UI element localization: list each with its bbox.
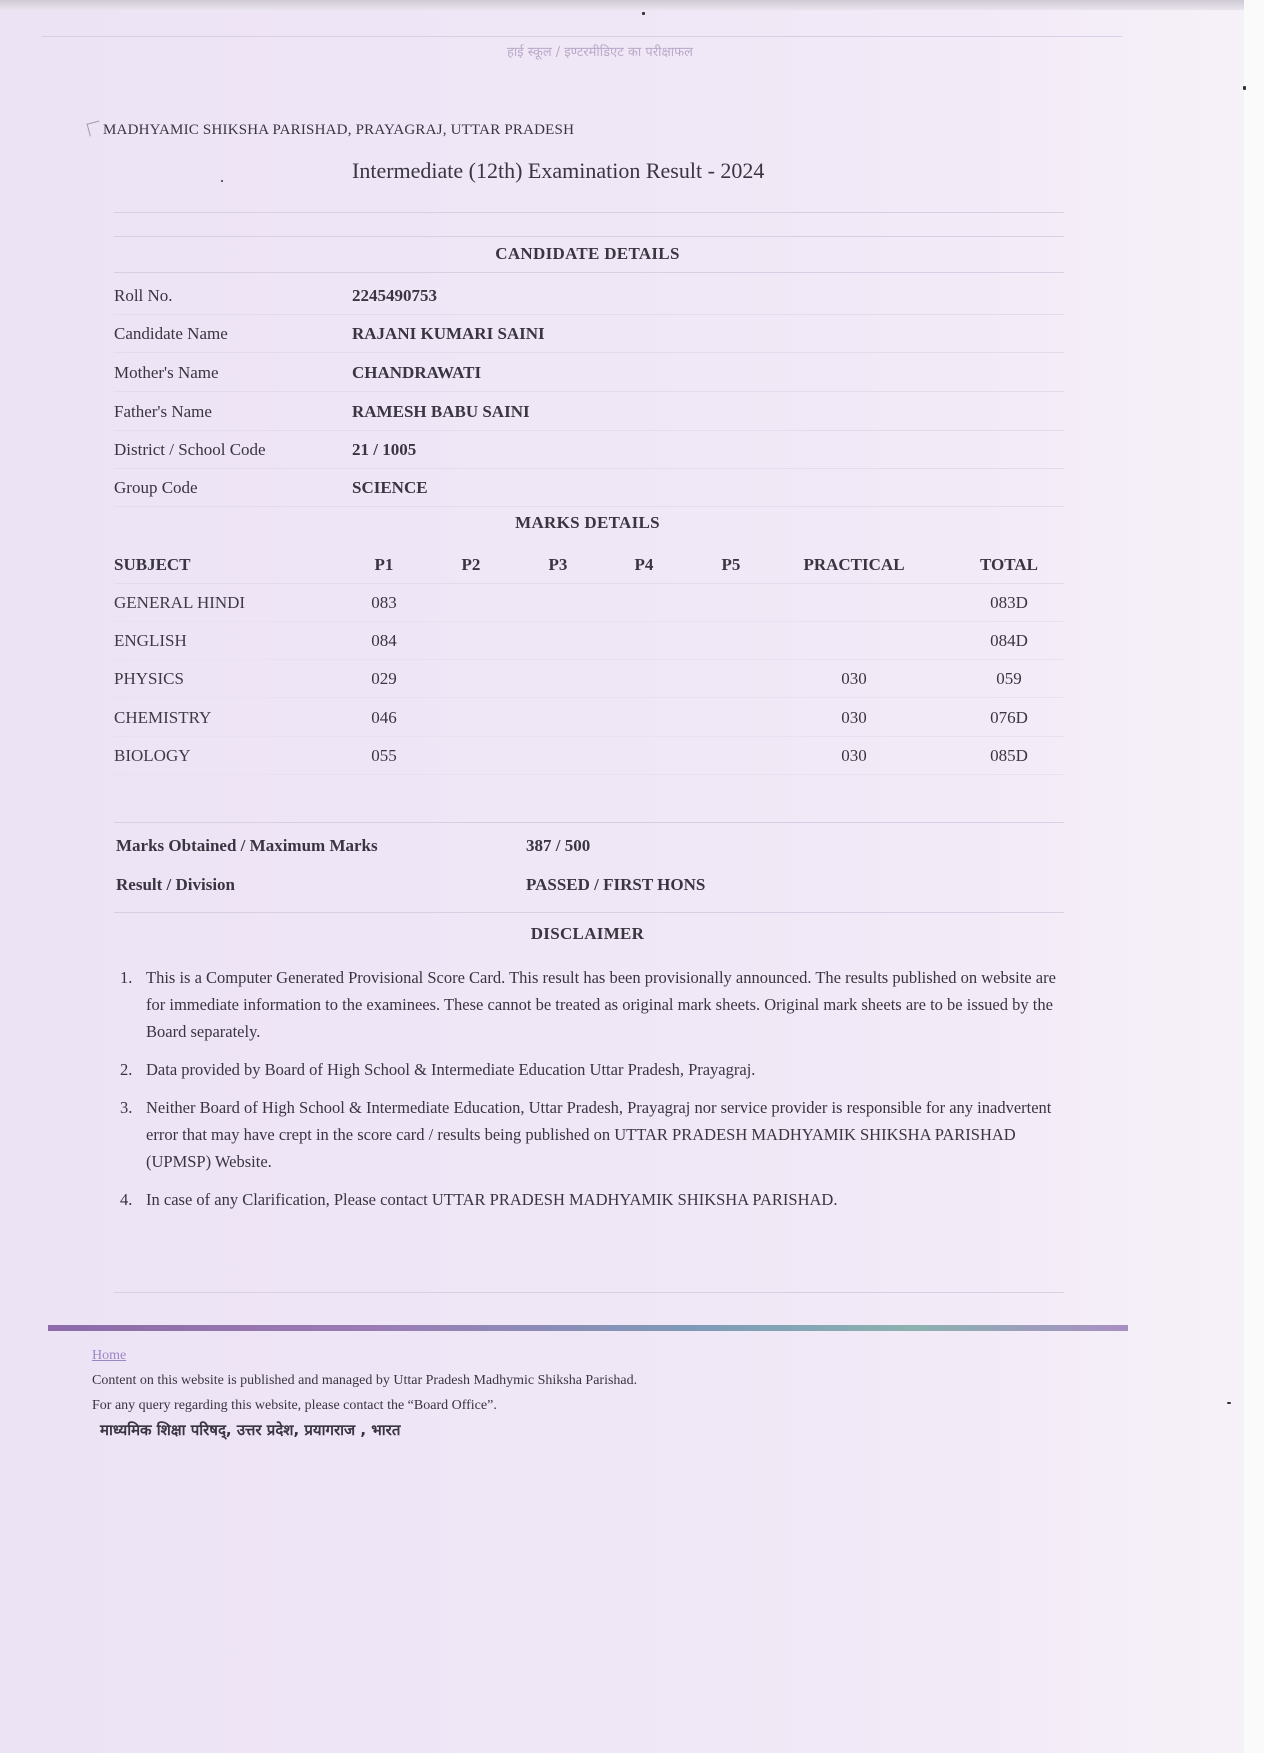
column-header-practical: PRACTICAL — [803, 555, 905, 574]
site-title-hindi: हाई स्कूल / इण्टरमीडिएट का परीक्षाफल — [507, 45, 693, 60]
disclaimer-text: This is a Computer Generated Provisional Score Card. This result has been provisionally announced. The results published on website are for immediate information to the examinees. These cannot be treated as original mark sheets. Original mark sheets are to be issued by the Board separately. — [146, 968, 1056, 1041]
marks-details-heading: MARKS DETAILS — [515, 513, 660, 532]
column-header-p4: P4 — [634, 555, 654, 574]
item-number: 1. — [120, 968, 133, 987]
table-row — [114, 736, 1064, 775]
list-item — [120, 1186, 1060, 1213]
footer — [92, 1343, 992, 1443]
column-header-total: TOTAL — [980, 555, 1038, 574]
footer-color-bar — [48, 1325, 1128, 1331]
total-cell: 084D — [990, 631, 1028, 650]
disclaimer-text: In case of any Clarification, Please contact UTTAR PRADESH MADHYAMIK SHIKSHA PARISHAD. — [146, 1190, 838, 1209]
divider — [114, 212, 1064, 213]
disclaimer-heading: DISCLAIMER — [530, 924, 645, 943]
list-item — [120, 1094, 1060, 1175]
candidate-row-school-code — [114, 430, 1064, 469]
marks-table-header — [114, 545, 1064, 584]
table-row — [114, 583, 1064, 622]
candidate-label: Candidate Name — [114, 324, 228, 343]
list-item — [120, 964, 1060, 1045]
candidate-row-father — [114, 392, 1064, 431]
total-cell: 085D — [990, 746, 1028, 765]
home-link[interactable]: Home — [92, 1348, 127, 1363]
list-item — [120, 1056, 1060, 1083]
table-row — [114, 659, 1064, 698]
result-summary-row — [116, 865, 1066, 903]
disclaimer-text: Data provided by Board of High School & Intermediate Education Uttar Pradesh, Prayagraj. — [146, 1060, 756, 1079]
p1-cell: 084 — [371, 631, 397, 650]
column-header-subject: SUBJECT — [114, 555, 191, 574]
total-cell: 076D — [990, 708, 1028, 727]
practical-cell: 030 — [841, 708, 867, 727]
candidate-value: 21 / 1005 — [352, 440, 417, 459]
p1-cell: 083 — [371, 593, 397, 612]
candidate-row-roll-no — [114, 276, 1064, 315]
item-number: 3. — [120, 1098, 133, 1117]
footer-line-content: Content on this website is published and managed by Uttar Pradesh Madhymic Shiksha Parishad. — [92, 1373, 638, 1388]
table-row — [114, 621, 1064, 660]
marks-obtained-label: Marks Obtained / Maximum Marks — [116, 836, 378, 855]
exam-title: Intermediate (12th) Examination Result - 2024 — [352, 158, 765, 183]
candidate-value: RAMESH BABU SAINI — [352, 402, 530, 421]
subject-cell: PHYSICS — [114, 669, 184, 688]
subject-cell: BIOLOGY — [114, 746, 191, 765]
result-division-label: Result / Division — [116, 875, 236, 894]
candidate-value: SCIENCE — [352, 478, 428, 497]
divider — [114, 822, 1064, 823]
candidate-label: Father's Name — [114, 402, 212, 421]
column-header-p5: P5 — [721, 555, 741, 574]
scan-speck — [1227, 1402, 1231, 1404]
marks-obtained-value: 387 / 500 — [526, 836, 591, 855]
candidate-value: CHANDRAWATI — [352, 363, 482, 382]
scan-speck — [221, 180, 223, 182]
column-header-p2: P2 — [461, 555, 481, 574]
candidate-label: Mother's Name — [114, 363, 219, 382]
subject-cell: ENGLISH — [114, 631, 187, 650]
scan-speck — [1243, 86, 1246, 90]
candidate-label: District / School Code — [114, 440, 266, 459]
broken-logo-icon — [87, 121, 103, 137]
footer-hindi-address: माध्यमिक शिक्षा परिषद्, उत्तर प्रदेश, प्रयागराज , भारत — [100, 1421, 401, 1439]
candidate-row-name — [114, 314, 1064, 353]
result-division-value: PASSED / FIRST HONS — [526, 875, 706, 894]
marks-summary-row — [116, 826, 1066, 864]
candidate-details-heading: CANDIDATE DETAILS — [495, 244, 680, 263]
practical-cell: 030 — [841, 746, 867, 765]
divider — [42, 36, 1122, 37]
p1-cell: 046 — [371, 708, 397, 727]
scan-edge — [0, 0, 1264, 10]
item-number: 4. — [120, 1190, 133, 1209]
total-cell: 059 — [996, 669, 1022, 688]
board-header — [88, 122, 574, 139]
subject-cell: CHEMISTRY — [114, 708, 212, 727]
table-row — [114, 698, 1064, 737]
divider — [114, 272, 1064, 273]
total-cell: 083D — [990, 593, 1028, 612]
subject-cell: GENERAL HINDI — [114, 593, 246, 612]
column-header-p1: P1 — [374, 555, 394, 574]
board-name: MADHYAMIC SHIKSHA PARISHAD, PRAYAGRAJ, UTTAR PRADESH — [103, 122, 575, 138]
scan-margin — [1244, 0, 1264, 1753]
footer-line-query: For any query regarding this website, please contact the “Board Office”. — [92, 1398, 497, 1413]
candidate-row-mother — [114, 353, 1064, 392]
p1-cell: 055 — [371, 746, 397, 765]
practical-cell: 030 — [841, 669, 867, 688]
candidate-value: 2245490753 — [352, 286, 437, 305]
item-number: 2. — [120, 1060, 133, 1079]
candidate-row-group-code — [114, 468, 1064, 507]
candidate-label: Roll No. — [114, 286, 173, 305]
divider — [114, 236, 1064, 237]
column-header-p3: P3 — [548, 555, 568, 574]
candidate-label: Group Code — [114, 478, 198, 497]
divider — [114, 1292, 1064, 1293]
candidate-value: RAJANI KUMARI SAINI — [352, 324, 545, 343]
scan-speck — [642, 12, 645, 15]
p1-cell: 029 — [371, 669, 397, 688]
disclaimer-list — [120, 964, 1060, 1224]
divider — [114, 912, 1064, 913]
disclaimer-text: Neither Board of High School & Intermediate Education, Uttar Pradesh, Prayagraj nor service provider is responsible for any inadvertent error that may have crept in the score card / results being published on UTTAR PRADESH MADHYAMIK SHIKSHA PARISHAD (UPMSP) Website. — [146, 1098, 1052, 1171]
